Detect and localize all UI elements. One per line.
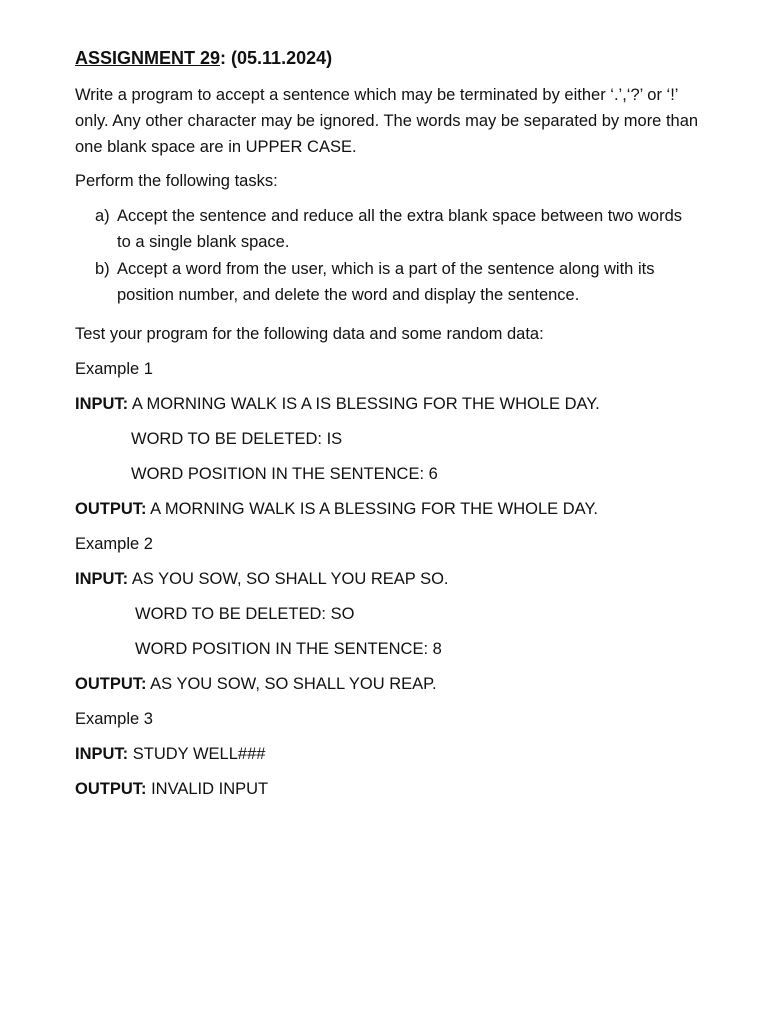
task-list (75, 203, 700, 308)
output-label: OUTPUT: (75, 500, 147, 518)
example-input (75, 562, 700, 597)
problem-statement: Write a program to accept a sentence which may be terminated by either ‘.’,‘?’ or ‘!’ only. Any other character may be ignored. The words may be separated by more than one blank space are in UPPER CASE. (75, 86, 699, 156)
output-text: AS YOU SOW, SO SHALL YOU REAP. (146, 675, 437, 693)
test-intro: Test your program for the following data and some random data: (75, 325, 544, 343)
example-input (75, 387, 700, 422)
example-output (75, 667, 700, 702)
assignment-date: : (05.11.2024) (220, 48, 333, 68)
example-output (75, 772, 700, 807)
example-label: Example 3 (75, 710, 153, 728)
task-item (75, 203, 700, 255)
assignment-title (75, 44, 700, 72)
example-label: Example 1 (75, 360, 153, 378)
input-label: INPUT: (75, 395, 129, 413)
task-item (75, 256, 700, 308)
word-to-delete: WORD TO BE DELETED: IS (131, 430, 343, 448)
input-label: INPUT: (75, 570, 129, 588)
tasks-intro: Perform the following tasks: (75, 172, 278, 190)
task-marker: b) (95, 260, 110, 278)
input-text: STUDY WELL### (128, 745, 266, 763)
output-text: INVALID INPUT (146, 780, 269, 798)
word-position: WORD POSITION IN THE SENTENCE: 6 (131, 465, 438, 483)
example-label: Example 2 (75, 535, 153, 553)
assignment-heading: ASSIGNMENT 29 (75, 48, 221, 68)
document-page (75, 44, 700, 807)
input-text: A MORNING WALK IS A IS BLESSING FOR THE WHOLE DAY. (128, 395, 600, 413)
word-position: WORD POSITION IN THE SENTENCE: 8 (135, 640, 442, 658)
task-text: Accept the sentence and reduce all the extra blank space between two words to a single blank space. (117, 207, 683, 251)
output-label: OUTPUT: (75, 780, 147, 798)
output-label: OUTPUT: (75, 675, 147, 693)
input-label: INPUT: (75, 745, 129, 763)
output-text: A MORNING WALK IS A BLESSING FOR THE WHOLE DAY. (146, 500, 598, 518)
example-output (75, 492, 700, 527)
word-to-delete: WORD TO BE DELETED: SO (135, 605, 355, 623)
input-text: AS YOU SOW, SO SHALL YOU REAP SO. (128, 570, 449, 588)
task-marker: a) (95, 207, 110, 225)
example-input (75, 737, 700, 772)
task-text: Accept a word from the user, which is a part of the sentence along with its position number, and delete the word and display the sentence. (117, 260, 655, 304)
